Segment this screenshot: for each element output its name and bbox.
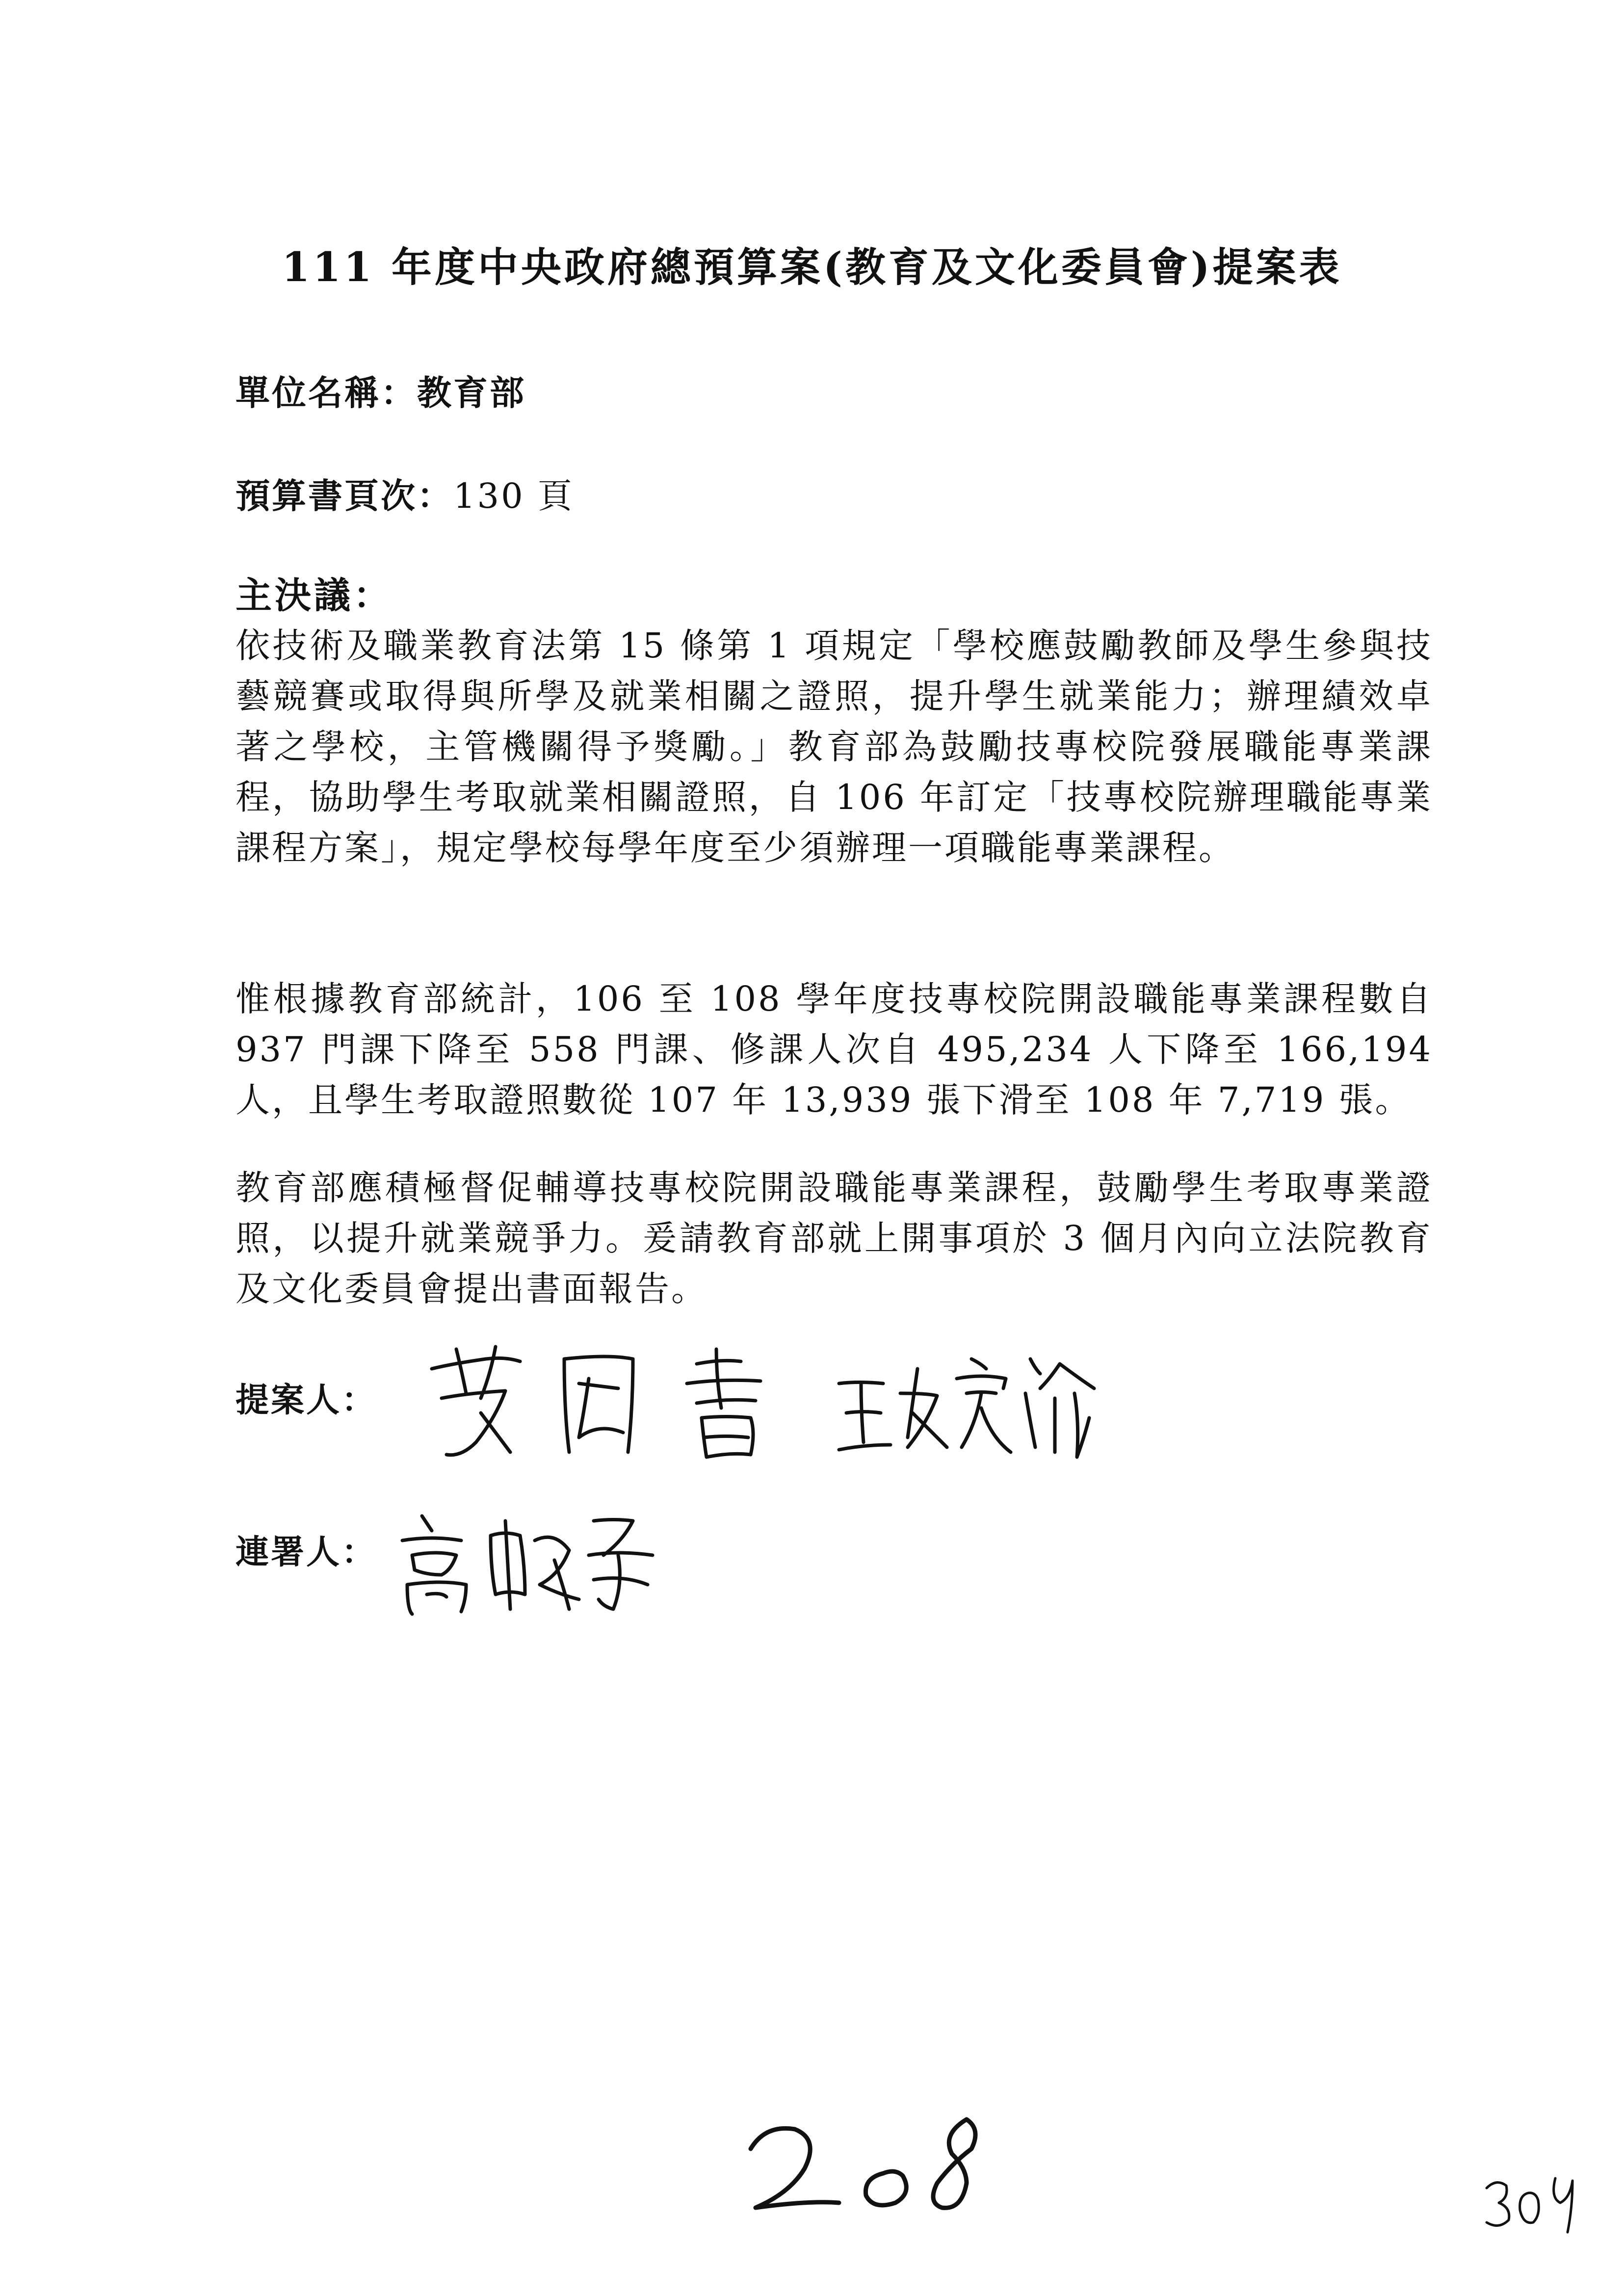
- unit-value: 教育部: [417, 372, 526, 413]
- budget-page-field: [236, 469, 574, 518]
- cosigner-signature-1: [393, 1501, 657, 1614]
- proposer-label: 提案人：: [236, 1381, 377, 1420]
- budget-page-label: 預算書頁次：: [236, 475, 453, 516]
- proposer-signature-2: [834, 1339, 1109, 1467]
- corner-page-number: [1482, 2168, 1580, 2237]
- proposer-signature-1: [422, 1339, 775, 1467]
- resolution-paragraph-3: 教育部應積極督促輔導技專校院開設職能專業課程，鼓勵學生考取專業證照，以提升就業競爭力。爰請教育部就上開事項於 3 個月內向立法院教育及文化委員會提出書面報告。: [236, 1168, 1433, 1309]
- unit-field: [236, 365, 526, 415]
- document-title: 111 年度中央政府總預算案(教育及文化委員會)提案表: [282, 244, 1342, 291]
- cosigner-label: 連署人：: [236, 1533, 377, 1572]
- resolution-paragraph-1: 依技術及職業教育法第 15 條第 1 項規定「學校應鼓勵教師及學生參與技藝競賽或取得與所學及就業相關之證照，提升學生就業能力；辦理績效卓著之學校，主管機關得予獎勵。」教育部為鼓勵技專校院發展職能專業課程，協助學生考取就業相關證照，自 106 年訂定「技專校院辦理職能專業課程方案」，規定學校每學年度至少須辦理一項職能專業課程。: [236, 626, 1433, 868]
- budget-page-value: 130 頁: [453, 476, 574, 516]
- handwritten-page-number: [736, 2105, 1011, 2222]
- resolution-paragraph-2: 惟根據教育部統計，106 至 108 學年度技專校院開設職能專業課程數自 937 門課下降至 558 門課、修課人次自 495,234 人下降至 166,194 人，且學生考取證照數從 107 年 13,939 張下滑至 108 年 7,719 張。: [236, 979, 1433, 1120]
- unit-label: 單位名稱：: [236, 372, 417, 413]
- resolution-heading: 主決議：: [236, 574, 393, 617]
